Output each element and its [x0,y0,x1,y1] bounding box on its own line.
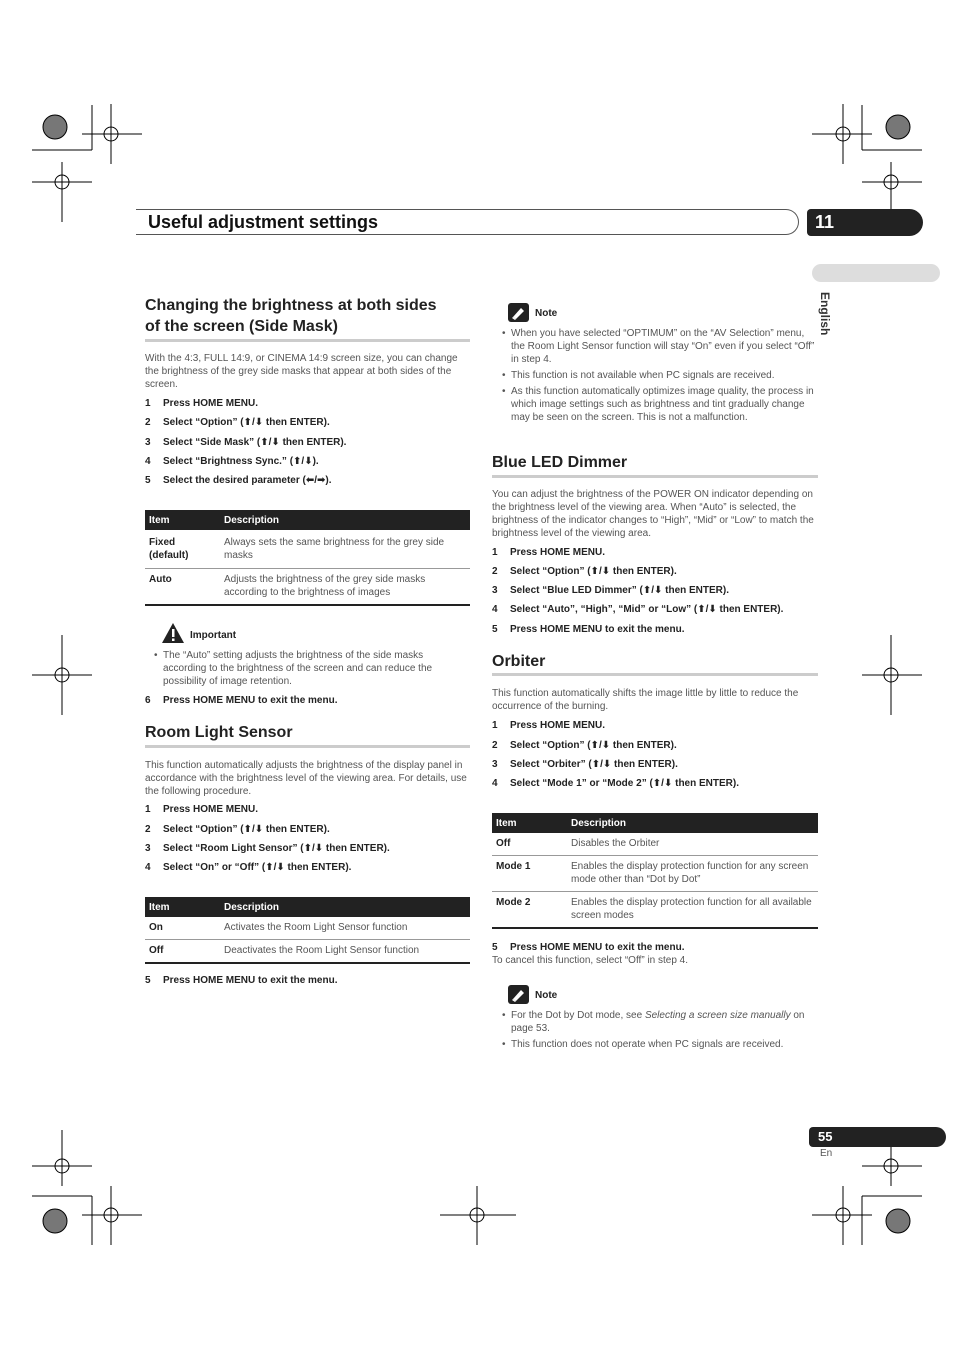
table-row: Mode 1 Enables the display protection function for any screen mode other than “Dot by Dot” [492,856,818,892]
side-mask-table [145,510,470,606]
side-mask-heading: Changing the brightness at both sides of the screen (Side Mask) [145,297,437,335]
section-rule [492,673,818,676]
note-label: Note [535,308,558,319]
list-item: • As this function automatically optimizes image quality, the process in which image settings such as brightness and tint gradually change may be seen on the screen. This is not a malfunction. [502,385,818,424]
list-item: • When you have selected “OPTIMUM” on the “AV Selection” menu, the Room Light Sensor function will stay “On” even if you select “Off” in step 4. [502,327,818,366]
table-header: Description [220,510,470,530]
important-label: Important [190,630,237,641]
orbiter-final-step: 5 Press HOME MENU to exit the menu. [492,942,685,953]
list-item: • This function is not available when PC signals are received. [502,369,818,382]
table-row: Fixed (default) Always sets the same brightness for the grey side masks [145,530,470,568]
room-light-step: 2 Select “Option” (⬆/⬇ then ENTER). [145,824,330,835]
blue-led-intro: You can adjust the brightness of the POWER ON indicator depending on the brightness level of the viewing area. When “Auto” is selected, the brightness of the indicator changes to “High”, “Mid” or “Low” to match the brightness level of the viewing area. [492,489,814,539]
blue-led-heading: Blue LED Dimmer [492,454,628,471]
note-list [502,327,818,427]
side-mask-step: 3 Select “Side Mask” (⬆/⬇ then ENTER). [145,437,347,448]
table-row: On Activates the Room Light Sensor function [145,917,470,940]
orbiter-cancel-text: To cancel this function, select “Off” in step 4. [492,955,689,966]
table-row: Off Deactivates the Room Light Sensor function [145,940,470,964]
page-number: 55 [818,1129,833,1144]
list-item: • This function does not operate when PC signals are received. [502,1038,818,1051]
room-light-step: 4 Select “On” or “Off” (⬆/⬇ then ENTER). [145,862,352,873]
blue-led-step: 2 Select “Option” (⬆/⬇ then ENTER). [492,566,677,577]
side-mask-intro: With the 4:3, FULL 14:9, or CINEMA 14:9 screen size, you can change the brightness of the grey side masks that appear at both sides of the screen. [145,353,458,390]
room-light-table [145,897,470,964]
room-light-step: 1 Press HOME MENU. [145,804,259,815]
orbiter-table [492,813,818,929]
note-icon [508,303,529,322]
orbiter-heading: Orbiter [492,653,546,670]
blue-led-step: 4 Select “Auto”, “High”, “Mid” or “Low” (⬆/⬇ then ENTER). [492,604,784,615]
orbiter-step: 1 Press HOME MENU. [492,720,606,731]
section-rule [145,339,470,342]
orbiter-step: 3 Select “Orbiter” (⬆/⬇ then ENTER). [492,759,678,770]
side-mask-step: 2 Select “Option” (⬆/⬇ then ENTER). [145,417,330,428]
orbiter-step: 2 Select “Option” (⬆/⬇ then ENTER). [492,740,677,751]
note-list [502,1009,818,1054]
page-language: En [820,1148,833,1159]
room-light-step: 3 Select “Room Light Sensor” (⬆/⬇ then ENTER). [145,843,390,854]
language-tab [812,264,940,282]
side-mask-final-step: 6 Press HOME MENU to exit the menu. [145,695,338,706]
important-list [154,649,468,691]
important-icon [161,622,185,644]
table-row: Auto Adjusts the brightness of the grey side masks according to the brightness of images [145,568,470,605]
blue-led-step: 1 Press HOME MENU. [492,547,606,558]
list-item: • The “Auto” setting adjusts the brightness of the side masks according to the brightness of the screen and can reduce the possibility of image retention. [154,649,468,688]
table-row: Off Disables the Orbiter [492,833,818,856]
note-label: Note [535,990,558,1001]
table-row: Mode 2 Enables the display protection function for all available screen modes [492,892,818,929]
room-light-final-step: 5 Press HOME MENU to exit the menu. [145,975,338,986]
table-header: Item [145,897,220,917]
table-header: Description [567,813,818,833]
blue-led-step: 3 Select “Blue LED Dimmer” (⬆/⬇ then ENTER). [492,585,730,596]
section-rule [492,475,818,478]
room-light-intro: This function automatically adjusts the brightness of the display panel in accordance with the brightness level of the viewing area. For details, use the following procedure. [145,760,467,797]
orbiter-intro: This function automatically shifts the image little by little to reduce the occurrence of the burning. [492,688,799,712]
list-item: • For the Dot by Dot mode, see Selecting a screen size manually on page 53. [502,1009,818,1035]
language-label: English [818,292,832,336]
note-icon [508,985,529,1004]
side-mask-step: 1 Press HOME MENU. [145,398,259,409]
section-rule [145,745,470,748]
table-header: Item [145,510,220,530]
side-mask-step: 4 Select “Brightness Sync.” (⬆/⬇). [145,456,319,467]
chapter-number: 11 [815,212,835,232]
page-title: Useful adjustment settings [148,212,379,232]
table-header: Description [220,897,470,917]
blue-led-step: 5 Press HOME MENU to exit the menu. [492,624,685,635]
orbiter-step: 4 Select “Mode 1” or “Mode 2” (⬆/⬇ then ENTER). [492,778,740,789]
side-mask-step: 5 Select the desired parameter (⬅/➡). [145,475,332,486]
table-header: Item [492,813,567,833]
room-light-heading: Room Light Sensor [145,724,293,741]
